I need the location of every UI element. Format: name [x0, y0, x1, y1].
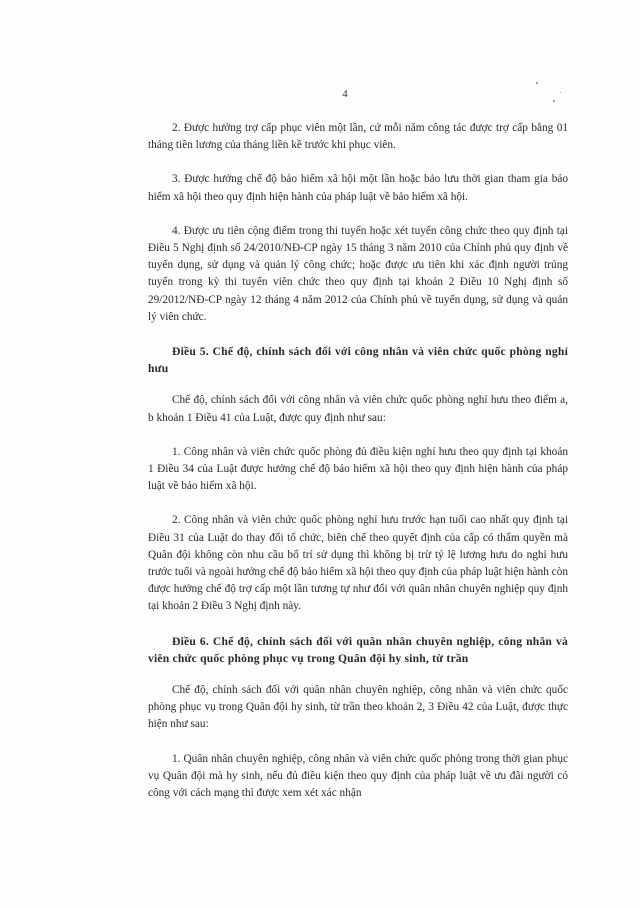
paragraph-item-2: 2. Được hưởng trợ cấp phục viên một lần, cứ mỗi năm công tác được trợ cấp bằng 01 tháng tiền lương của tháng liền kề trước khi phục viên.	[148, 122, 568, 152]
paragraph-item-3: 3. Được hưởng chế độ bảo hiểm xã hội một lần hoặc bảo lưu thời gian tham gia bảo hiểm xã hội theo quy định hiện hành của pháp luật về bảo hiểm xã hội.	[148, 173, 568, 203]
scan-speck	[536, 82, 538, 84]
page-number: 4	[342, 88, 348, 100]
article-5-clause-1: 1. Công nhân và viên chức quốc phòng đủ điều kiện nghỉ hưu theo quy định tại khoản 1 Điều 34 của Luật được hưởng chế độ bảo hiểm xã hội theo quy định hiện hành của pháp luật về bảo hiểm xã hội.	[148, 445, 568, 493]
document-body	[148, 120, 568, 819]
article-6-intro: Chế độ, chính sách đối với quân nhân chuyên nghiệp, công nhân và viên chức quốc phòng phục vụ trong Quân đội hy sinh, từ trần theo khoản 2, 3 Điều 42 của Luật, được thực hiện như sau:	[148, 684, 568, 731]
article-5-clause-2: 2. Công nhân và viên chức quốc phòng nghỉ hưu trước hạn tuổi cao nhất quy định tại Điều 31 của Luật do thay đổi tổ chức, biên chế theo quyết định của cấp có thẩm quyền mà Quân đội không còn nhu cầu bố trí sử dụng thì không bị trừ tỷ lệ lương hưu do nghỉ hưu trước tuổi và ngoài hưởng chế độ bảo hiểm xã hội theo quy định của pháp luật hiện hành còn được hưởng chế độ trợ cấp một lần tương tự như đối với quân nhân chuyên nghiệp quy định tại khoản 2 Điều 3 Nghị định này.	[148, 514, 568, 613]
paragraph-item-4: 4. Được ưu tiên cộng điểm trong thi tuyển hoặc xét tuyển công chức theo quy định tại Điều 5 Nghị định số 24/2010/NĐ-CP ngày 15 tháng 3 năm 2010 của Chính phủ quy định về tuyển dụng, sử dụng và quản lý công chức; hoặc được ưu tiên khi xác định người trúng tuyển trong kỳ thi tuyển viên chức theo quy định tại khoản 2 Điều 10 Nghị định số 29/2012/NĐ-CP ngày 12 tháng 4 năm 2012 của Chính phủ về tuyển dụng, sử dụng và quản lý viên chức.	[148, 224, 568, 323]
article-6-clause-1: 1. Quân nhân chuyên nghiệp, công nhân và viên chức quốc phòng trong thời gian phục vụ Quân đội mà hy sinh, nếu đủ điều kiện theo quy định của pháp luật về ưu đãi người có công với cách mạng thì được xem xét xác nhận	[148, 752, 568, 800]
article-6-heading: Điều 6. Chế độ, chính sách đối với quân nhân chuyên nghiệp, công nhân và viên chức quốc phòng phục vụ trong Quân đội hy sinh, từ trần	[148, 634, 568, 665]
scan-speck	[553, 100, 555, 102]
article-5-heading: Điều 5. Chế độ, chính sách đối với công nhân và viên chức quốc phòng nghỉ hưu	[148, 345, 568, 376]
article-5-intro: Chế độ, chính sách đối với công nhân và viên chức quốc phòng nghỉ hưu theo điểm a, b khoản 1 Điều 41 của Luật, được quy định như sau:	[148, 394, 568, 424]
